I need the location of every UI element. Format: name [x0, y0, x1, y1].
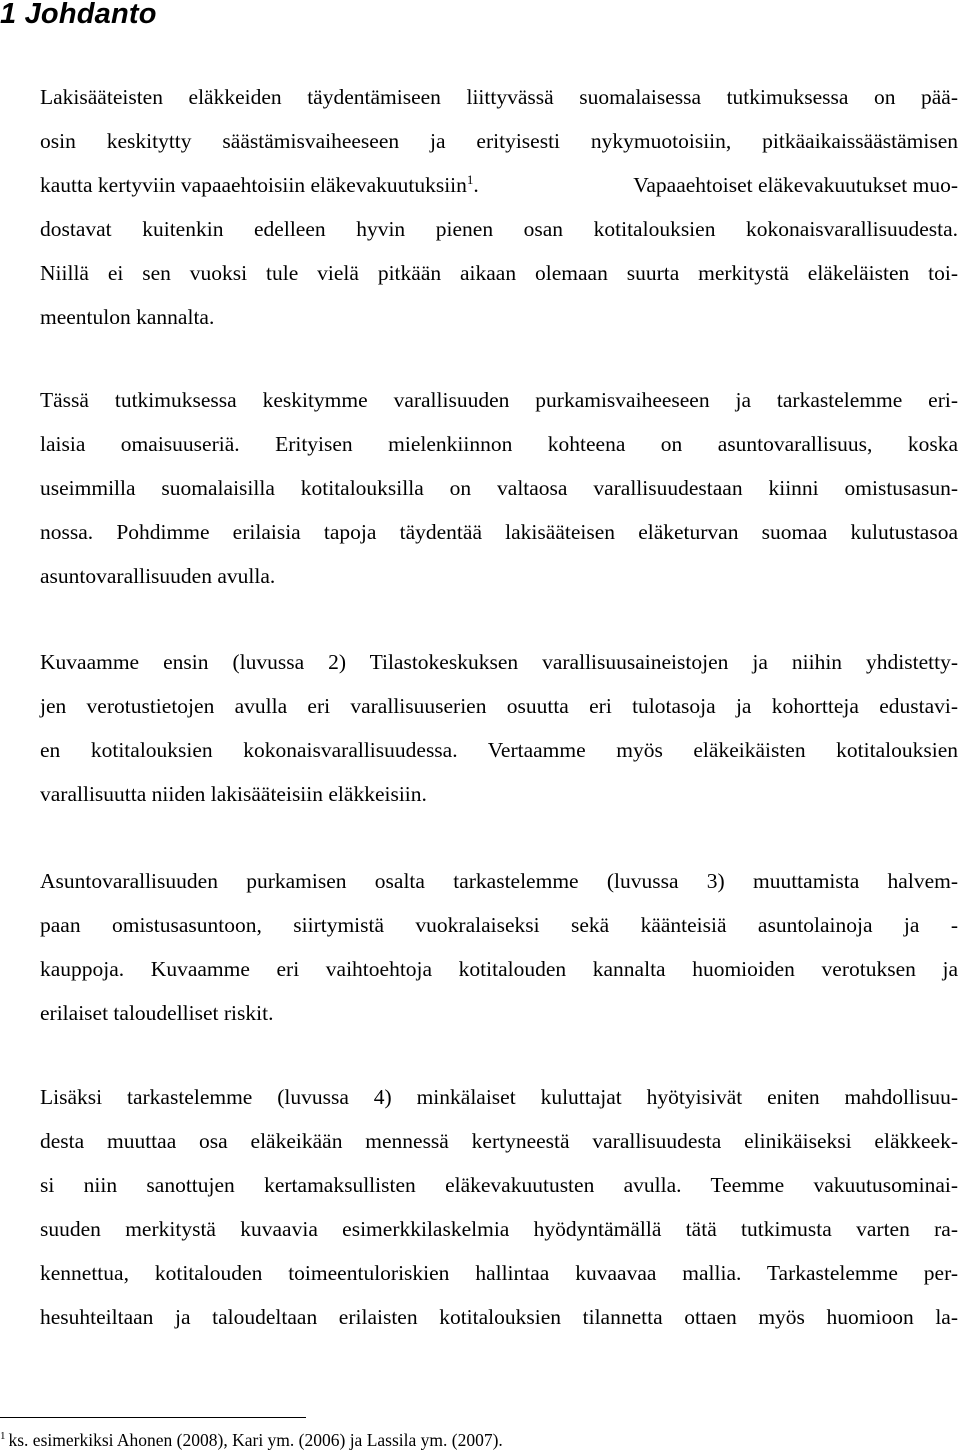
text-line: meentulon kannalta. [40, 305, 215, 329]
text-segment: . [473, 173, 479, 197]
text-line: varallisuutta niiden lakisääteisiin eläkkeisiin. [40, 782, 427, 806]
paragraph-4 [40, 859, 958, 1035]
footnote-separator [0, 1417, 306, 1418]
footnote-marker: 1 [0, 1430, 6, 1442]
footnote-reference[interactable]: 1 [466, 171, 474, 187]
paragraph-5 [40, 1075, 958, 1339]
text-line: kennettua, kotitalouden toimeentuloriskien hallintaa kuvaavaa mallia. Tarkastelemme per- [40, 1261, 958, 1285]
text-line: nossa. Pohdimme erilaisia tapoja täydentää lakisääteisen eläketurvan suomaa kulutustasoa [40, 520, 958, 544]
text-line: jen verotustietojen avulla eri varallisuuserien osuutta eri tulotasoja ja kohortteja edustavi- [40, 694, 958, 718]
text-line: suuden merkitystä kuvaavia esimerkkilaskelmia hyödyntämällä tätä tutkimusta varten ra- [40, 1217, 958, 1241]
paragraph-2 [40, 378, 958, 598]
text-line: osin keskitytty säästämisvaiheeseen ja erityisesti nykymuotoisiin, pitkäaikaissäästämisen [40, 129, 958, 153]
text-line: si niin sanottujen kertamaksullisten eläkevakuutusten avulla. Teemme vakuutusominai- [40, 1173, 958, 1197]
text-line: useimmilla suomalaisilla kotitalouksilla on valtaosa varallisuudestaan kiinni omistusasun- [40, 476, 958, 500]
text-line: paan omistusasuntoon, siirtymistä vuokralaiseksi sekä käänteisiä asuntolainoja ja - [40, 913, 958, 937]
text-segment: Vapaaehtoiset eläkevakuutukset muo- [633, 173, 958, 197]
text-line: en kotitalouksien kokonaisvarallisuudessa. Vertaamme myös eläkeikäisten kotitalouksien [40, 738, 958, 762]
text-line: Lisäksi tarkastelemme (luvussa 4) minkälaiset kuluttajat hyötyisivät eniten mahdollisuu- [40, 1085, 958, 1109]
text-line: dostavat kuitenkin edelleen hyvin pienen osan kotitalouksien kokonaisvarallisuudesta. [40, 217, 958, 241]
paragraph-1 [40, 75, 958, 339]
text-line: erilaiset taloudelliset riskit. [40, 1001, 274, 1025]
paragraph-3 [40, 640, 958, 816]
text-segment: kautta kertyviin vapaaehtoisiin eläkevakuutuksiin [40, 173, 467, 197]
text-line: asuntovarallisuuden avulla. [40, 564, 276, 588]
footnote-text: ks. esimerkiksi Ahonen (2008), Kari ym. (2006) ja Lassila ym. (2007). [8, 1430, 503, 1450]
section-heading: 1 Johdanto [0, 0, 157, 30]
text-line: hesuhteiltaan ja taloudeltaan erilaisten kotitalouksien tilannetta ottaen myös huomioon la- [40, 1305, 958, 1329]
text-line: Niillä ei sen vuoksi tule vielä pitkään aikaan olemaan suurta merkitystä eläkeläisten toi- [40, 261, 958, 285]
text-line: kauppoja. Kuvaamme eri vaihtoehtoja kotitalouden kannalta huomioiden verotuksen ja [40, 957, 958, 981]
text-line-with-footnote [40, 163, 958, 207]
text-line: Tässä tutkimuksessa keskitymme varallisuuden purkamisvaiheeseen ja tarkastelemme eri- [40, 388, 958, 412]
text-line: Asuntovarallisuuden purkamisen osalta tarkastelemme (luvussa 3) muuttamista halvem- [40, 869, 958, 893]
text-line: desta muuttaa osa eläkeikään mennessä kertyneestä varallisuudesta elinikäiseksi eläkkeek- [40, 1129, 958, 1153]
text-line: Kuvaamme ensin (luvussa 2) Tilastokeskuksen varallisuusaineistojen ja niihin yhdistetty- [40, 650, 958, 674]
footnote [0, 1427, 503, 1453]
text-line: Lakisääteisten eläkkeiden täydentämiseen liittyvässä suomalaisessa tutkimuksessa on pää- [40, 85, 958, 109]
text-line: laisia omaisuuseriä. Erityisen mielenkiinnon kohteena on asuntovarallisuus, koska [40, 432, 958, 456]
